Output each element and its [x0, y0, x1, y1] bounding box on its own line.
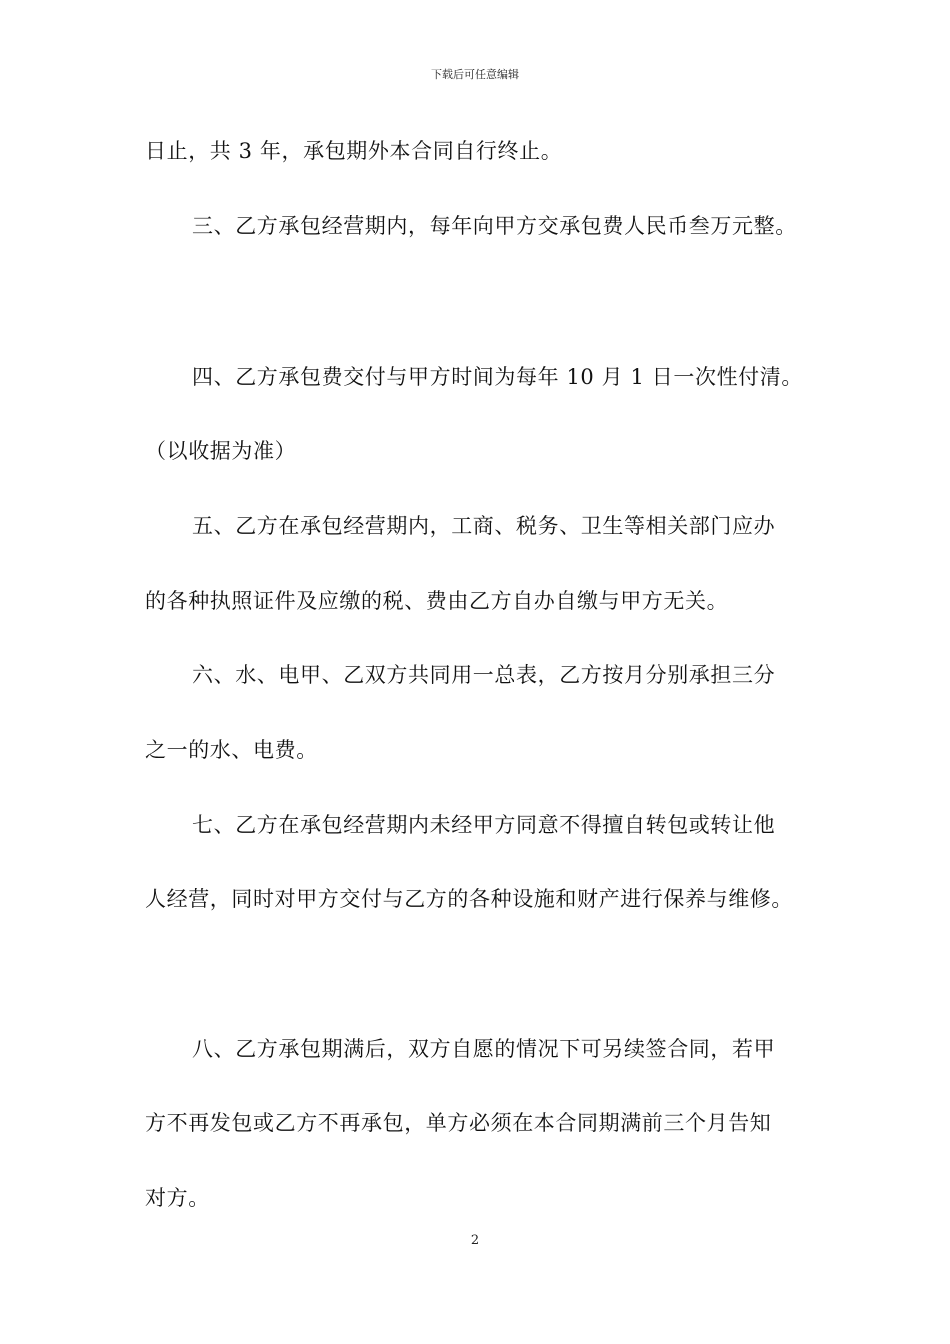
clause-4-receipt-note: （以收据为准） [145, 439, 297, 463]
clause-8-end: 对方。 [145, 1186, 210, 1210]
clause-5-licenses: 五、乙方在承包经营期内，工商、税务、卫生等相关部门应办 [192, 514, 776, 538]
clause-3-fee: 三、乙方承包经营期内，每年向甲方交承包费人民币叁万元整。 [192, 214, 797, 238]
contract-line-term-end: 日止，共 3 年，承包期外本合同自行终止。 [145, 139, 563, 163]
clause-4-payment-time: 四、乙方承包费交付与甲方时间为每年 10 月 1 日一次性付清。 [192, 365, 803, 389]
page-header: 下载后可任意编辑 [431, 68, 519, 81]
clause-8-renewal: 八、乙方承包期满后，双方自愿的情况下可另续签合同，若甲 [192, 1037, 776, 1061]
page-number: 2 [470, 1233, 480, 1248]
clause-8-continued: 方不再发包或乙方不再承包，单方必须在本合同期满前三个月告知 [145, 1111, 772, 1135]
clause-6-utilities: 六、水、电甲、乙双方共同用一总表，乙方按月分别承担三分 [192, 663, 776, 687]
clause-6-continued: 之一的水、电费。 [145, 738, 318, 762]
clause-7-subcontract: 七、乙方在承包经营期内未经甲方同意不得擅自转包或转让他 [192, 813, 776, 837]
clause-5-continued: 的各种执照证件及应缴的税、费由乙方自办自缴与甲方无关。 [145, 589, 729, 613]
clause-7-continued: 人经营，同时对甲方交付与乙方的各种设施和财产进行保养与维修。 [145, 887, 793, 911]
